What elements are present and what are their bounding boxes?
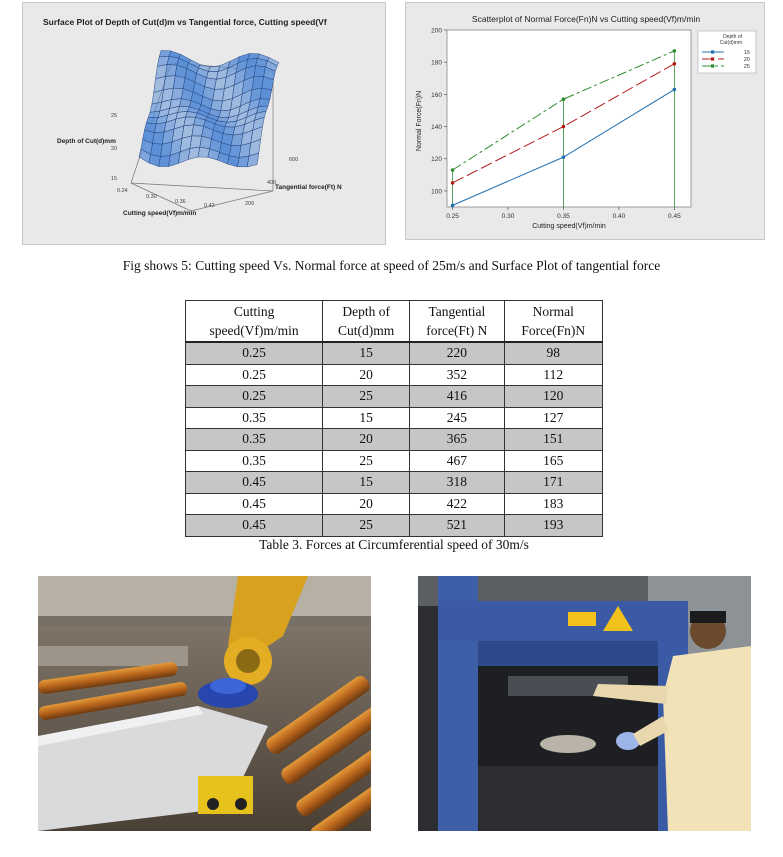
data-point [562,125,566,129]
table-cell: 25 [323,515,410,537]
scatterplot-svg [406,3,766,241]
table-row [186,515,603,537]
legend-marker [711,50,714,53]
header-text: Depth of [342,304,390,319]
table-row [186,450,603,472]
data-point [562,155,566,159]
header-text: Tangential [428,304,486,319]
surface-x-tick: 0.36 [175,199,186,205]
table-caption: Table 3. Forces at Circumferential speed of 30m/s [259,537,529,552]
table-cell: 127 [504,407,602,429]
scatter-y-tick-label: 200 [431,27,442,35]
table-cell: 422 [410,493,504,515]
surface-x-tick: 0.42 [204,203,215,209]
surface-x-tick: 0.30 [146,194,157,200]
table-cell: 193 [504,515,602,537]
cutting-machine-image [38,576,371,831]
scatter-x-label: Cutting speed(Vf)m/min [532,223,606,230]
table-cell: 220 [410,342,504,364]
surface-z-tick: 25 [111,113,118,119]
table-cell: 365 [410,429,504,451]
legend-label: 20 [743,57,750,63]
surface-y-label: Tangential force(Ft) N [275,184,342,191]
surface-cell [188,147,200,159]
header-text: Cutting [233,304,275,319]
data-point [673,62,677,66]
surface-mesh [139,50,279,166]
table-cell: 20 [323,364,410,386]
scatter-x-tick-label: 0.40 [612,213,626,220]
table-cell: 165 [504,450,602,472]
table-row [186,472,603,494]
table-cell: 0.25 [186,386,323,408]
scatter-plot-area [447,30,691,207]
table-cell: 0.45 [186,515,323,537]
table-cell: 20 [323,493,410,515]
press-machine-image [418,576,751,831]
header-text: Normal [532,304,574,319]
table-header-row [186,301,603,343]
header-cutting-speed [186,301,323,343]
legend-title-line2: Cut(d)mm [719,40,742,46]
header-text: Cut(d)mm [338,323,395,338]
scatterplot-figure [405,2,765,240]
surface-z-tick: 15 [111,176,118,182]
table-cell: 15 [323,342,410,364]
surface-cell [228,156,240,167]
table-cell: 25 [323,386,410,408]
table-row [186,342,603,364]
table-row [186,429,603,451]
table-cell: 0.35 [186,450,323,472]
scatter-x-tick-label: 0.25 [446,213,459,220]
table-cell: 0.25 [186,364,323,386]
surface-x-label: Cutting speed(Vf)m/min [123,210,197,217]
surface-plot-title: Surface Plot of Depth of Cut(d)m vs Tangential force, Cutting speed(Vf [43,17,327,27]
scatter-y-tick-label: 160 [431,91,442,99]
header-text: speed(Vf)m/min [209,323,299,338]
table-cell: 0.25 [186,342,323,364]
header-text: force(Ft) N [426,323,488,338]
table-cell: 416 [410,386,504,408]
surface-cell [258,99,270,107]
surface-x-tick: 0.24 [117,188,128,194]
surface-z-tick: 20 [111,146,118,152]
table-cell: 0.35 [186,407,323,429]
data-point [451,168,455,172]
table-cell: 98 [504,342,602,364]
table-cell: 20 [323,429,410,451]
table-row [186,364,603,386]
header-text: Force(Fn)N [521,323,586,338]
table-cell: 352 [410,364,504,386]
data-point [451,181,455,185]
table-cell: 521 [410,515,504,537]
surface-z-label: Depth of Cut(d)mm [57,138,116,145]
table-cell: 183 [504,493,602,515]
header-normal-force [504,301,602,343]
table-cell: 0.45 [186,472,323,494]
forces-table [185,300,603,537]
data-point [673,88,677,92]
scatter-x-tick-label: 0.30 [501,213,515,220]
table-cell: 171 [504,472,602,494]
surface-plot-svg [23,3,387,246]
press-machine-photo [418,576,751,831]
scatter-x-tick-label: 0.45 [668,213,681,220]
table-cell: 15 [323,407,410,429]
header-depth-of-cut [323,301,410,343]
surface-cell [192,125,204,136]
data-point [451,204,455,208]
table-cell: 112 [504,364,602,386]
surface-y-tick: 600 [289,157,299,163]
workpiece [540,735,596,753]
table-row [186,386,603,408]
table-cell: 0.35 [186,429,323,451]
surface-cell [173,76,185,89]
table-row [186,407,603,429]
table-cell: 15 [323,472,410,494]
cutting-machine-photo [38,576,371,831]
table-row [186,493,603,515]
scatter-y-tick-label: 120 [431,156,442,164]
scatter-y-tick-label: 140 [431,124,442,132]
surface-cell [256,106,268,113]
scatter-y-label: Normal Force(Fn)N [416,90,423,152]
data-point [673,49,677,53]
header-tangential-force [410,301,504,343]
surface-y-tick: 200 [245,201,255,207]
data-point [562,97,566,101]
table-cell: 0.45 [186,493,323,515]
table-cell: 245 [410,407,504,429]
legend-title-line1: Depth of [723,34,742,40]
surface-y-tick: 400 [267,180,277,186]
legend-marker [711,64,714,67]
legend-marker [711,57,714,60]
table-cell: 318 [410,472,504,494]
scatter-y-tick-label: 100 [431,188,442,196]
scatter-x-tick-label: 0.35 [557,213,570,220]
scatter-y-tick-label: 180 [431,59,442,67]
table-cell: 151 [504,429,602,451]
figure-caption: Fig shows 5: Cutting speed Vs. Normal force at speed of 25m/s and Surface Plot of tangential force [122,258,661,273]
legend-label: 25 [743,64,750,70]
scatter-title: Scatterplot of Normal Force(Fn)N vs Cutting speed(Vf)m/min [471,14,701,24]
legend-label: 15 [743,50,750,56]
table-cell: 467 [410,450,504,472]
surface-plot-figure [22,2,386,245]
table-cell: 25 [323,450,410,472]
table-cell: 120 [504,386,602,408]
